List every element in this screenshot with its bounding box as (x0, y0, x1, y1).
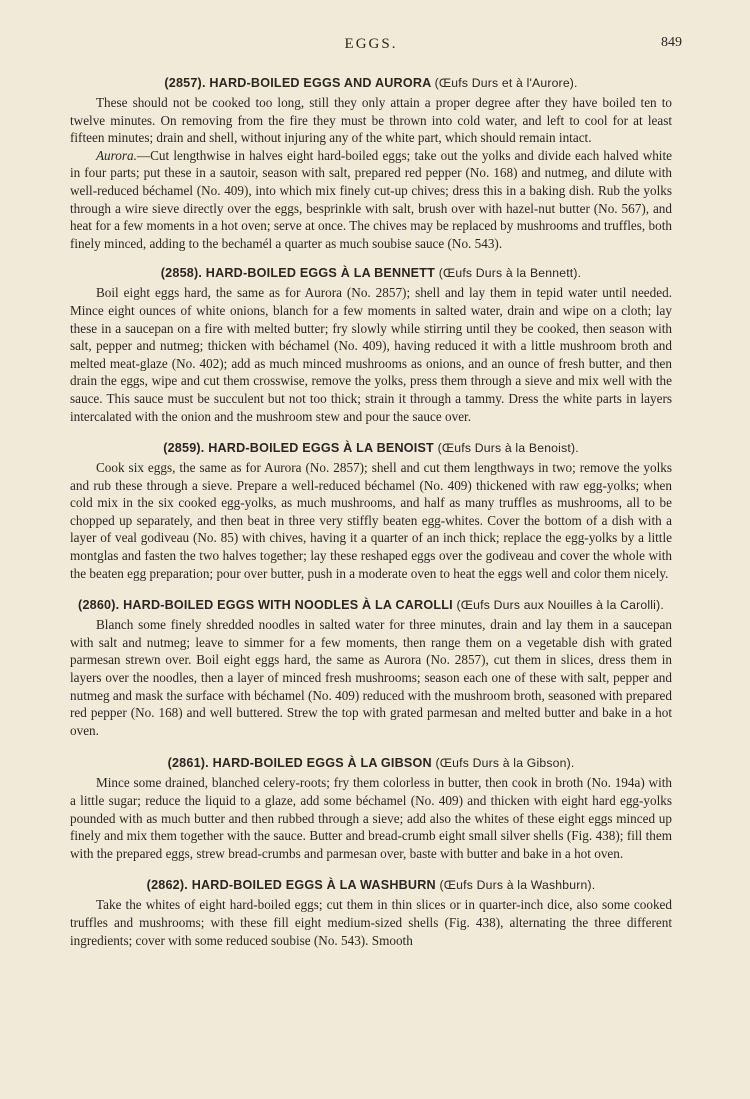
recipe-number: (2860). (78, 598, 120, 613)
recipe-number: (2862). (146, 878, 188, 893)
recipe-paragraph (70, 147, 672, 253)
recipe-heading (70, 876, 672, 894)
recipe-heading (70, 596, 672, 614)
running-header (70, 28, 682, 62)
recipe-title: HARD-BOILED EGGS WITH NOODLES À LA CAROLLI (123, 598, 453, 613)
recipe-french-title: (Œufs Durs à la Gibson). (435, 756, 575, 771)
recipe-paragraph: Cook six eggs, the same as for Aurora (No. 2857); shell and cut them lengthways in two; remove the yolks and rub these through a sieve. Prepare a well-reduced béchamel (No. 409) thickened with raw egg-yolks; when cold mix in the six cooked egg-yolks, as much mushrooms, and half as many truffles as mushrooms, all to be chopped up separately, and then beat in three very stiffly beaten egg-whites. Cover the bottom of a dish with a layer of veal godiveau (No. 85) with chives, having it a quarter of an inch thick; replace the egg-yolks by a little montglas and fasten the two halves together; lay these reshaped eggs over the godiveau and cover the whole with the beaten egg preparation; pour over butter, push in a moderate oven to heat the eggs well and color them nicely. (70, 460, 672, 581)
recipe-title: HARD-BOILED EGGS À LA GIBSON (212, 756, 432, 771)
recipe-french-title: (Œufs Durs à la Washburn). (439, 878, 596, 893)
recipe-paragraph: Blanch some finely shredded noodles in salted water for three minutes, drain and lay them in a saucepan with salt and nutmeg; leave to simmer for a few moments, then range them on a vegetable dish with grated parmesan strewn over. Boil eight eggs hard, the same as Aurora (No. 2857), cut them in slices, dress them in layers over the noodles, then a layer of minced fresh mushrooms; season each one of these with salt, pepper and nutmeg and mask the surface with béchamel (No. 409) reduced with the mushroom broth, seasoned with prepared red pepper (No. 168) and well buttered. Strew the top with grated parmesan and melted butter and bake in a hot oven. (70, 617, 672, 738)
recipe-number: (2861). (167, 756, 209, 771)
recipe-heading (70, 74, 672, 92)
page-number: 849 (661, 35, 682, 50)
recipe-2858 (70, 264, 672, 425)
recipe-paragraph: Mince some drained, blanched celery-roots; fry them colorless in butter, then cook in broth (No. 194a) with a little sugar; reduce the liquid to a glaze, add some béchamel (No. 409) and thicken with eight hard egg-yolks pounded with as much butter and then rubbed through a sieve; add also the whites of these eight eggs minced up finely and mix them together with the sauce. Butter and bread-crumb eight small silver shells (Fig. 438); fill them with the prepared eggs, strew bread-crumbs and parmesan over, baste with butter and bake in a hot oven. (70, 775, 672, 861)
recipe-number: (2857). (164, 76, 206, 90)
recipe-paragraph: Take the whites of eight hard-boiled eggs; cut them in thin slices or in quarter-inch dice, also some cooked truffles and mushrooms; with these fill eight medium-sized shells (Fig. 438), alternating the three different ingredients; cover with some reduced soubise (No. 543). Smooth (70, 897, 672, 948)
recipe-title: HARD-BOILED EGGS À LA BENOIST (208, 441, 434, 456)
recipe-number: (2858). (160, 266, 203, 281)
recipe-2857 (70, 74, 672, 252)
recipe-french-title: (Œufs Durs à la Benoist). (437, 441, 579, 456)
recipe-2862 (70, 876, 672, 949)
recipe-number: (2859). (163, 441, 205, 456)
aurora-label: Aurora. (96, 147, 137, 163)
running-title: EGGS. (344, 36, 398, 52)
recipe-heading (70, 439, 672, 457)
recipe-french-title: (Œufs Durs aux Nouilles à la Carolli). (456, 598, 664, 613)
recipe-2860 (70, 596, 672, 739)
recipe-title: HARD-BOILED EGGS À LA BENNETT (205, 266, 436, 281)
recipe-french-title: (Œufs Durs et à l'Aurore). (434, 76, 578, 90)
aurora-text: —Cut lengthwise in halves eight hard-boiled eggs; take out the yolks and divide each halved white in four parts; put these in a sautoir, season with salt, prepared red pepper (No. 168) and nutmeg, and dilute with well-reduced béchamel (No. 409), into which mix finely cut-up chives; dress this in a baking dish. Rub the yolks through a wire sieve directly over the eggs, besprinkle with salt, brush over with hazel-nut butter (No. 567), and heat for a few moments in a hot oven; serve at once. The chives may be replaced by mushrooms and truffles, both finely minced, adding to the bechamél a quarter as much soubise sauce (No. 543). (70, 147, 672, 251)
recipe-title: HARD-BOILED EGGS À LA WASHBURN (191, 878, 436, 893)
recipe-2859 (70, 439, 672, 582)
recipe-heading (70, 754, 672, 772)
recipe-paragraph: These should not be cooked too long, still they only attain a proper degree after they have boiled ten to twelve minutes. On removing from the fire they must be thrown into cold water, and left to cool for at least fifteen minutes; drain and shell, without injuring any of the white part, which should remain intact. (70, 95, 672, 146)
recipe-title: HARD-BOILED EGGS AND AURORA (209, 76, 431, 90)
recipe-2861 (70, 754, 672, 862)
recipe-french-title: (Œufs Durs à la Bennett). (438, 266, 582, 281)
recipe-paragraph: Boil eight eggs hard, the same as for Aurora (No. 2857); shell and lay them in tepid water until needed. Mince eight ounces of white onions, blanch for a few moments in salted water, drain and wipe on a cloth; lay these in a saucepan on a fire with melted butter; fry slowly while stirring until they be cooked, then season with salt, pepper and nutmeg; thicken with béchamel (No. 409), having reduced it with a little mushroom broth and melted meat-glaze (No. 402); add as much minced mushrooms as onions, and an ounce of fresh butter, and then drain the eggs, wipe and cut them crosswise, remove the yolks, press them through a sieve and mix well with the sauce. This sauce must be succulent but not too thick; strain it through a tammy. Dress the white parts in layers intercalated with the onion and the mushroom stew and pour the sauce over. (70, 285, 672, 424)
recipe-heading (70, 264, 672, 282)
